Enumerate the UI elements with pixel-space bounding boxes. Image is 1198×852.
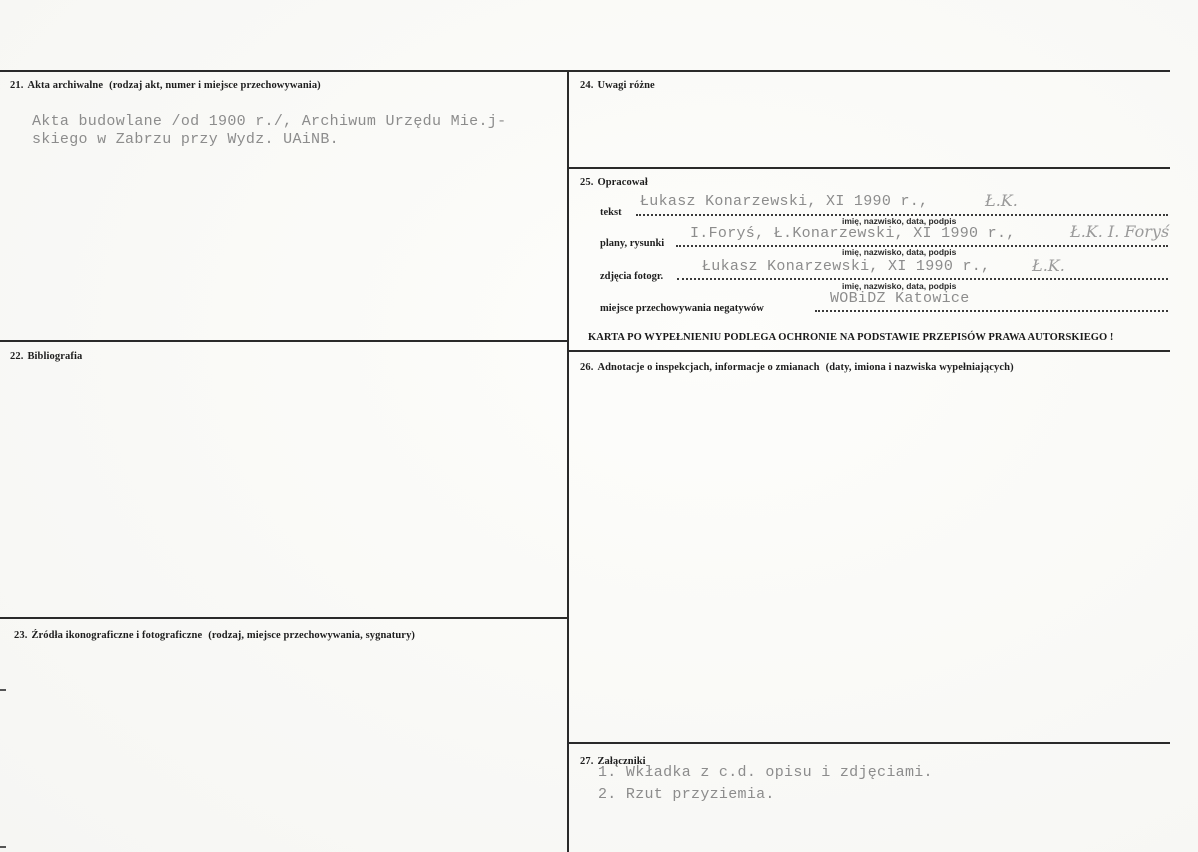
dotted-line [815,308,1168,312]
section-title: Załączniki [597,756,646,767]
signature-caption: imię, nazwisko, data, podpis [842,247,957,257]
section-subtitle: (rodzaj, miejsce przechowywania, sygnatury) [208,630,416,641]
column-divider [567,70,569,852]
negatives-location-label: miejsce przechowywania negatywów [600,303,764,314]
section-number: 24. [580,80,594,91]
section-title: Adnotacje o inspekcjach, informacje o zmianach [597,362,820,373]
divider-21-22 [0,340,569,342]
photos-author-signature: Ł.K. [1032,256,1065,275]
signature-caption: imię, nazwisko, data, podpis [842,216,957,226]
divider-26-27 [567,742,1170,744]
section-title: Źródła ikonograficzne i fotograficzne [31,630,203,641]
attachment-item-1: 1. Wkładka z c.d. opisu i zdjęciami. [598,764,933,781]
section-number: 27. [580,756,594,767]
text-author-label: tekst [600,207,622,218]
section-number: 25. [580,177,594,188]
section-title: Uwagi różne [597,80,655,91]
section-24-header [580,80,655,91]
dotted-line [677,276,1168,280]
top-border-line [0,70,1170,72]
photos-author-value: Łukasz Konarzewski, XI 1990 r., [702,258,991,275]
section-number: 23. [14,630,28,641]
drawings-author-value: I.Foryś, Ł.Konarzewski, XI 1990 r., [690,225,1016,242]
section-subtitle: (rodzaj akt, numer i miejsce przechowywania) [109,80,321,91]
margin-tick [0,689,6,691]
section-number: 22. [10,351,24,362]
divider-24-25 [567,167,1170,169]
photos-author-label: zdjęcia fotogr. [600,271,664,282]
divider-22-23 [0,617,569,619]
section-23-header [14,630,415,641]
section-26-header [580,362,1014,373]
margin-tick [0,846,6,848]
drawings-author-label: plany, rysunki [600,238,665,249]
archive-records-line-2: skiego w Zabrzu przy Wydz. UAiNB. [32,131,339,148]
section-title: Opracował [597,177,648,188]
section-21-header [10,80,321,91]
section-subtitle: (daty, imiona i nazwiska wypełniających) [825,362,1014,373]
attachment-item-2: 2. Rzut przyziemia. [598,786,775,803]
text-author-signature: Ł.K. [985,191,1018,210]
archive-records-line-1: Akta budowlane /od 1900 r./, Archiwum Urzędu Mie.j- [32,113,507,130]
section-title: Akta archiwalne [27,80,104,91]
signature-caption: imię, nazwisko, data, podpis [842,281,957,291]
negatives-location-value: WOBiDZ Katowice [830,290,970,307]
drawings-author-signature: Ł.K. I. Foryś [1070,222,1170,241]
text-author-value: Łukasz Konarzewski, XI 1990 r., [640,193,929,210]
section-number: 21. [10,80,24,91]
divider-25-26 [567,350,1170,352]
section-25-header [580,177,648,188]
section-number: 26. [580,362,594,373]
section-22-header [10,351,82,362]
section-title: Bibliografia [27,351,83,362]
copyright-notice: KARTA PO WYPEŁNIENIU PODLEGA OCHRONIE NA PODSTAWIE PRZEPISÓW PRAWA AUTORSKIEGO ! [588,332,1114,343]
